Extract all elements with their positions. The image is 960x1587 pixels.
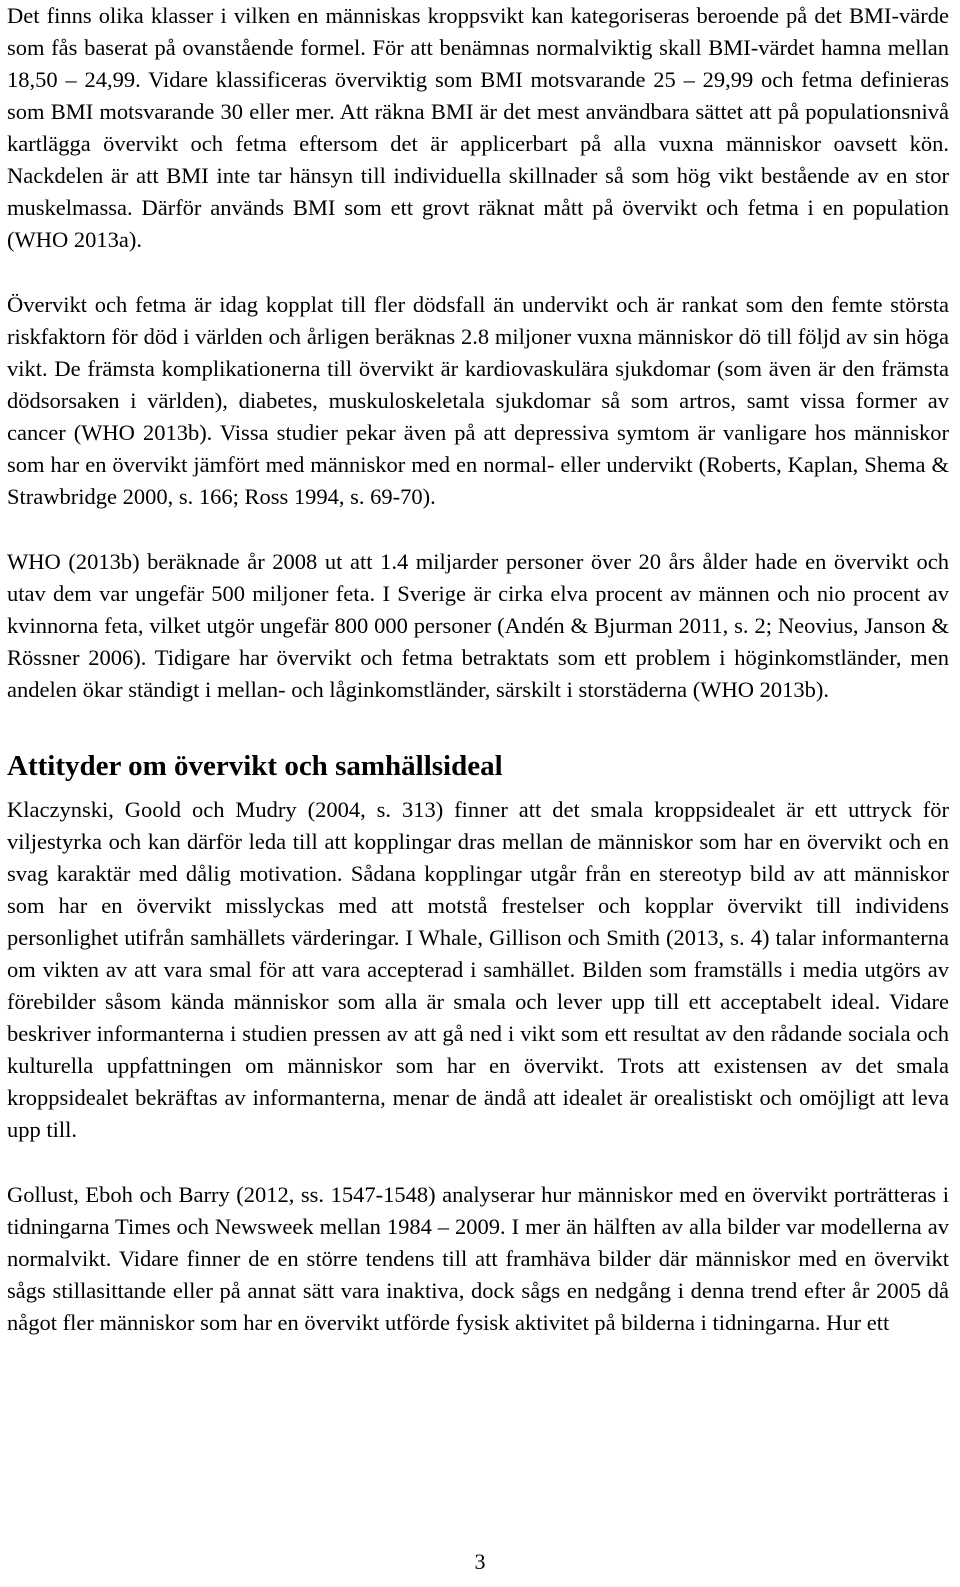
paragraph-prevalence: WHO (2013b) beräknade år 2008 ut att 1.4 miljarder personer över 20 års ålder hade en övervikt och utav dem var ungefär 500 miljoner feta. I Sverige är cirka elva procent av männen och nio procent av kvinnorna feta, vilket utgör ungefär 800 000 personer (Andén & Bjurman 2011, s. 2; Neovius, Janson & Rössner 2006). Tidigare har övervikt och fetma betraktats som ett problem i höginkomstländer, men andelen ökar ständigt i mellan- och låginkomstländer, särskilt i storstäderna (WHO 2013b). xyxy=(7,549,949,702)
section-heading: Attityder om övervikt och samhällsideal xyxy=(7,750,503,782)
document-page xyxy=(7,0,949,1339)
page-number: 3 xyxy=(474,1549,486,1574)
paragraph-body-ideal: Klaczynski, Goold och Mudry (2004, s. 313) finner att det smala kroppsidealet är ett uttryck för viljestyrka och kan därför leda till att kopplingar dras mellan de människor som har en övervikt och en svag karaktär med dålig motivation. Sådana kopplingar utgår från en stereotyp bild av att människor som har en övervikt misslyckas med att motstå frestelser och kopplar övervikt till individens personlighet utifrån samhällets värderingar. I Whale, Gillison och Smith (2013, s. 4) talar informanterna om vikten av att vara smal för att vara accepterad i samhället. Bilden som framställs i media utgörs av förebilder såsom kända människor som alla är smala och lever upp till ett acceptabelt ideal. Vidare beskriver informanterna i studien pressen av att gå ned i vikt som ett resultat av den rådande sociala och kulturella uppfattningen om människor som har en övervikt. Trots att existensen av det smala kroppsidealet bekräftas av informanterna, menar de ändå att idealet är orealistiskt och omöjligt att leva upp till. xyxy=(7,797,949,1142)
paragraph-bmi-classes: Det finns olika klasser i vilken en människas kroppsvikt kan kategoriseras beroende på det BMI-värde som fås baserat på ovanstående formel. För att benämnas normalviktig skall BMI-värdet hamna mellan 18,50 – 24,99. Vidare klassificeras överviktig som BMI motsvarande 25 – 29,99 och fetma definieras som BMI motsvarande 30 eller mer. Att räkna BMI är det mest användbara sättet att på populationsnivå kartlägga övervikt och fetma eftersom det är applicerbart på alla vuxna människor oavsett kön. Nackdelen är att BMI inte tar hänsyn till individuella skillnader så som hög vikt bestående av en stor muskelmassa. Därför används BMI som ett grovt räknat mått på övervikt och fetma i en population (WHO 2013a). xyxy=(7,3,949,252)
paragraph-mortality-risk: Övervikt och fetma är idag kopplat till fler dödsfall än undervikt och är rankat som den femte största riskfaktorn för död i världen och årligen beräknas 2.8 miljoner vuxna människor dö till följd av sin höga vikt. De främsta komplikationerna till övervikt är kardiovaskulära sjukdomar (som även är den främsta dödsorsaken i världen), diabetes, muskuloskeletala sjukdomar så som artros, samt vissa former av cancer (WHO 2013b). Vissa studier pekar även på att depressiva symtom är vanligare hos människor som har en övervikt jämfört med människor med en normal- eller undervikt (Roberts, Kaplan, Shema & Strawbridge 2000, s. 166; Ross 1994, s. 69-70). xyxy=(7,292,949,509)
paragraph-media-portrayal: Gollust, Eboh och Barry (2012, ss. 1547-1548) analyserar hur människor med en övervikt porträtteras i tidningarna Times och Newsweek mellan 1984 – 2009. I mer än hälften av alla bilder var modellerna av normalvikt. Vidare finner de en större tendens till att framhäva bilder där människor med en övervikt sågs stillasittande eller på annat sätt vara inaktiva, dock sågs en nedgång i denna trend efter år 2005 då något fler människor som har en övervikt utförde fysisk aktivitet på bilderna i tidningarna. Hur ett xyxy=(7,1182,949,1335)
